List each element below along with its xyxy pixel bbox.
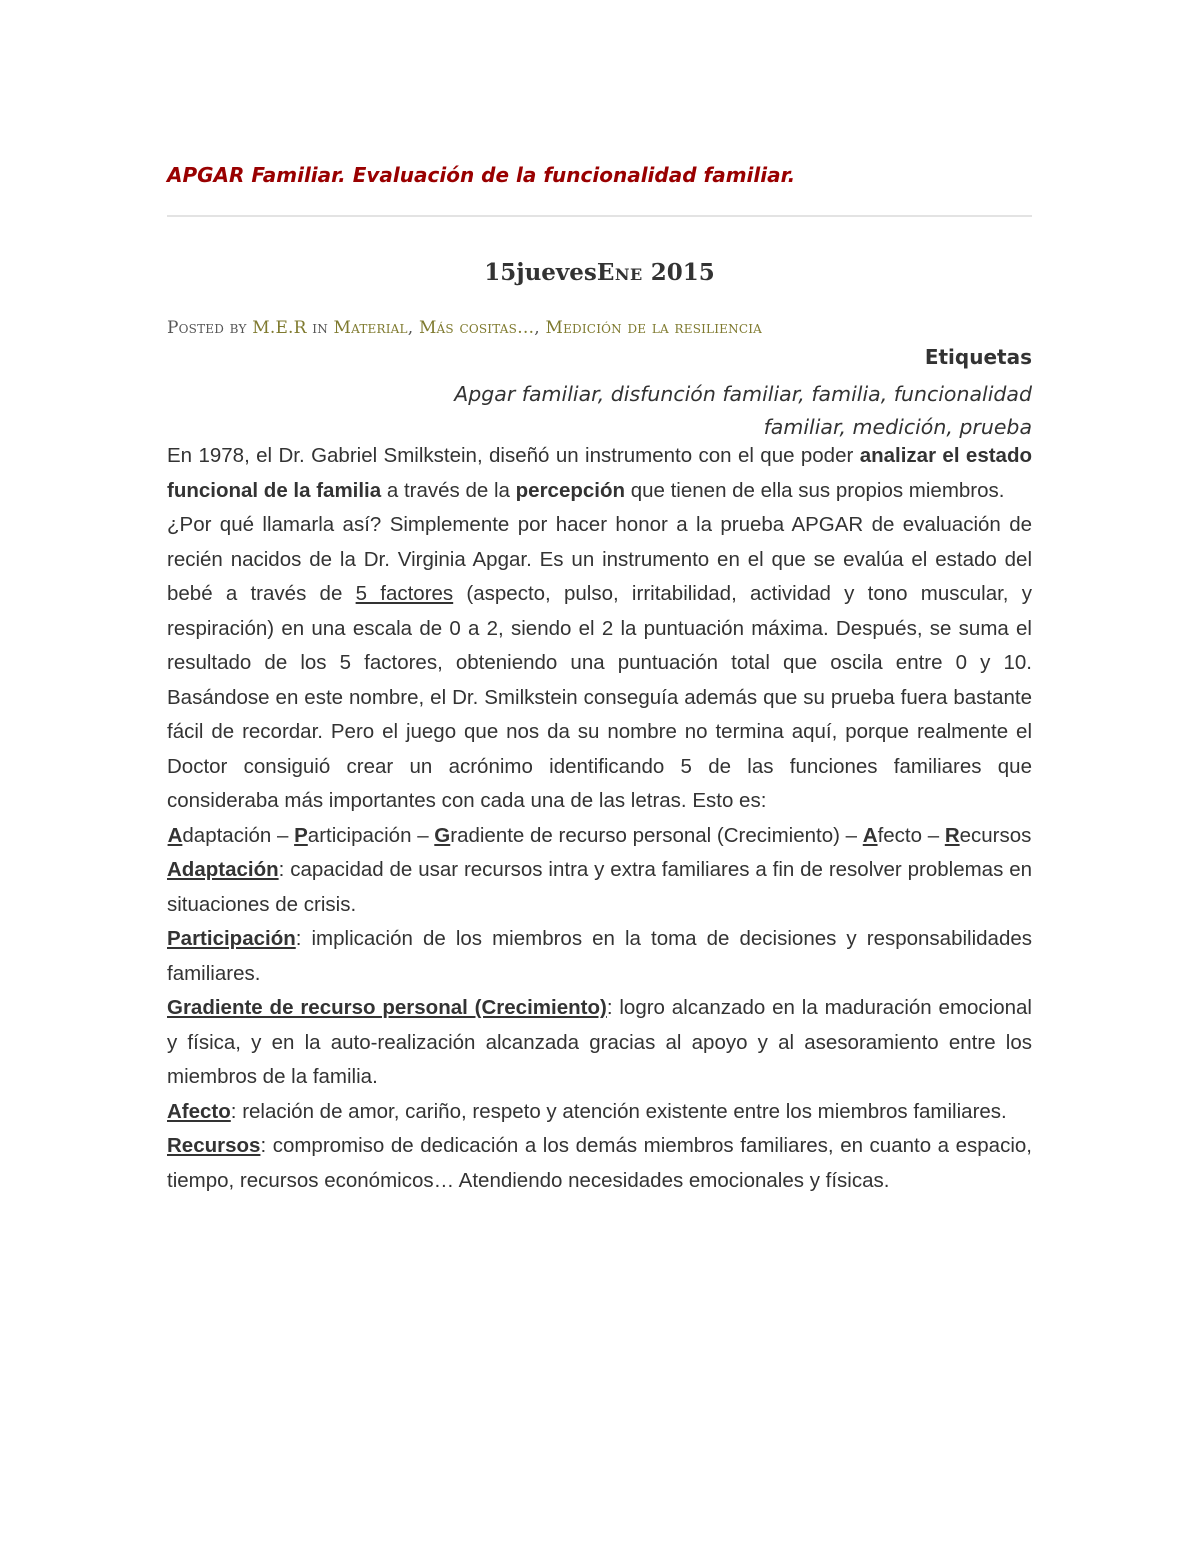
text-run: ¿Por qué llamarla así? Simplemente por hacer honor a la prueba APGAR de evaluación de recién nacidos de la Dr. Virginia Apgar. Es un instrumento en el que se evalúa el estado del bebé a través de xyxy=(167,513,1032,605)
definition-text: : capacidad de usar recursos intra y extra familiares a fin de resolver problemas en situaciones de crisis. xyxy=(167,858,1032,916)
acronym-sep: – xyxy=(922,823,945,847)
definition-afecto xyxy=(167,1095,1032,1130)
category-link-medicion[interactable]: Medición de la resiliencia xyxy=(545,318,763,338)
acronym-rest: articipación xyxy=(307,823,412,847)
definition-text: : compromiso de dedicación a los demás miembros familiares, en cuanto a espacio, tiempo, recursos económicos… Atendiendo necesidades emocionales y físicas. xyxy=(167,1134,1032,1192)
definition-term: Adaptación xyxy=(167,858,279,881)
post-body xyxy=(167,439,1032,1198)
date-year: 2015 xyxy=(650,259,715,286)
definition-text: : logro alcanzado en la maduración emocional y física, y en la auto-realización alcanzada gracias al apoyo y al asesoramiento entre los miembros de la familia. xyxy=(167,996,1032,1088)
acronym-sep: – xyxy=(411,823,435,847)
in-label: in xyxy=(312,318,328,338)
acronym-rest: fecto xyxy=(877,823,923,847)
category-link-material[interactable]: Material xyxy=(333,318,408,338)
emphasis-text: analizar el estado funcional de la familia xyxy=(167,444,1032,502)
acronym-rest: daptación xyxy=(182,823,272,847)
date-weekday: jueves xyxy=(516,259,597,286)
definition-term: Participación xyxy=(167,927,296,950)
category-separator: , xyxy=(534,318,540,338)
tags-heading: Etiquetas xyxy=(924,345,1032,369)
text-run: que tienen de ella sus propios miembros. xyxy=(625,478,1005,502)
title-divider xyxy=(167,215,1032,217)
definition-term: Gradiente de recurso personal (Crecimiento) xyxy=(167,996,607,1019)
date-month: Ene xyxy=(596,259,643,286)
acronym-sep: – xyxy=(845,823,863,847)
definition-term: Afecto xyxy=(167,1099,231,1123)
paragraph-intro xyxy=(167,439,1032,508)
post-title[interactable]: APGAR Familiar. Evaluación de la funcionalidad familiar. xyxy=(167,163,796,187)
acronym-rest: radiente de recurso personal (Crecimiento) xyxy=(450,823,840,847)
definition-text: : relación de amor, cariño, respeto y atención existente entre los miembros familiares. xyxy=(230,1099,1007,1123)
acronym-item xyxy=(434,824,845,847)
acronym-letter: R xyxy=(944,823,960,847)
text-run: a través de la xyxy=(381,478,516,502)
definition-gradiente xyxy=(167,991,1032,1095)
acronym-item xyxy=(846,824,945,847)
posted-by-label: Posted by xyxy=(167,318,247,338)
acronym-item xyxy=(168,824,295,847)
acronym-rest: ecursos xyxy=(959,823,1032,847)
acronym-line xyxy=(167,819,1032,854)
five-factors-link[interactable]: 5 factores xyxy=(355,582,454,605)
tags-list[interactable]: Apgar familiar, disfunción familiar, familia, funcionalidad familiar, medición, prueba xyxy=(454,382,1032,439)
acronym-letter: A xyxy=(167,823,183,847)
acronym-sep: – xyxy=(271,823,295,847)
definition-participacion xyxy=(167,922,1032,991)
acronym-item xyxy=(945,824,1032,847)
acronym-letter: P xyxy=(294,823,308,847)
definition-term: Recursos xyxy=(167,1134,261,1157)
definition-adaptacion xyxy=(167,853,1032,922)
date-day: 15 xyxy=(484,259,517,286)
post-date xyxy=(167,259,1032,286)
text-run: En 1978, el Dr. Gabriel Smilkstein, diseñó un instrumento con el que poder xyxy=(167,444,860,467)
post-meta xyxy=(167,318,1032,338)
text-run: (aspecto, pulso, irritabilidad, actividad y tono muscular, y respiración) en una escala de 0 a 2, siendo el 2 la puntuación máxima. Después, se suma el resultado de los 5 factores, obteniendo una puntuación total que oscila entre 0 y 10. Basándose en este nombre, el Dr. Smilkstein conseguía además que su prueba fuera bastante fácil de recordar. Pero el juego que nos da su nombre no termina aquí, porque realmente el Doctor consiguió crear un acrónimo identificando 5 de las funciones familiares que consideraba más importantes con cada una de las letras. Esto es: xyxy=(167,582,1032,812)
category-separator: , xyxy=(407,318,414,338)
paragraph-apgar xyxy=(167,508,1032,819)
acronym-item xyxy=(294,824,434,847)
definition-text: : implicación de los miembros en la toma de decisiones y responsabilidades familiares. xyxy=(167,927,1032,985)
acronym-letter: A xyxy=(862,823,878,847)
acronym-letter: G xyxy=(434,823,451,847)
author-link[interactable]: M.E.R xyxy=(252,318,307,338)
category-link-mas-cositas[interactable]: Más cositas… xyxy=(418,318,535,338)
definition-recursos xyxy=(167,1129,1032,1198)
emphasis-text: percepción xyxy=(515,478,626,502)
